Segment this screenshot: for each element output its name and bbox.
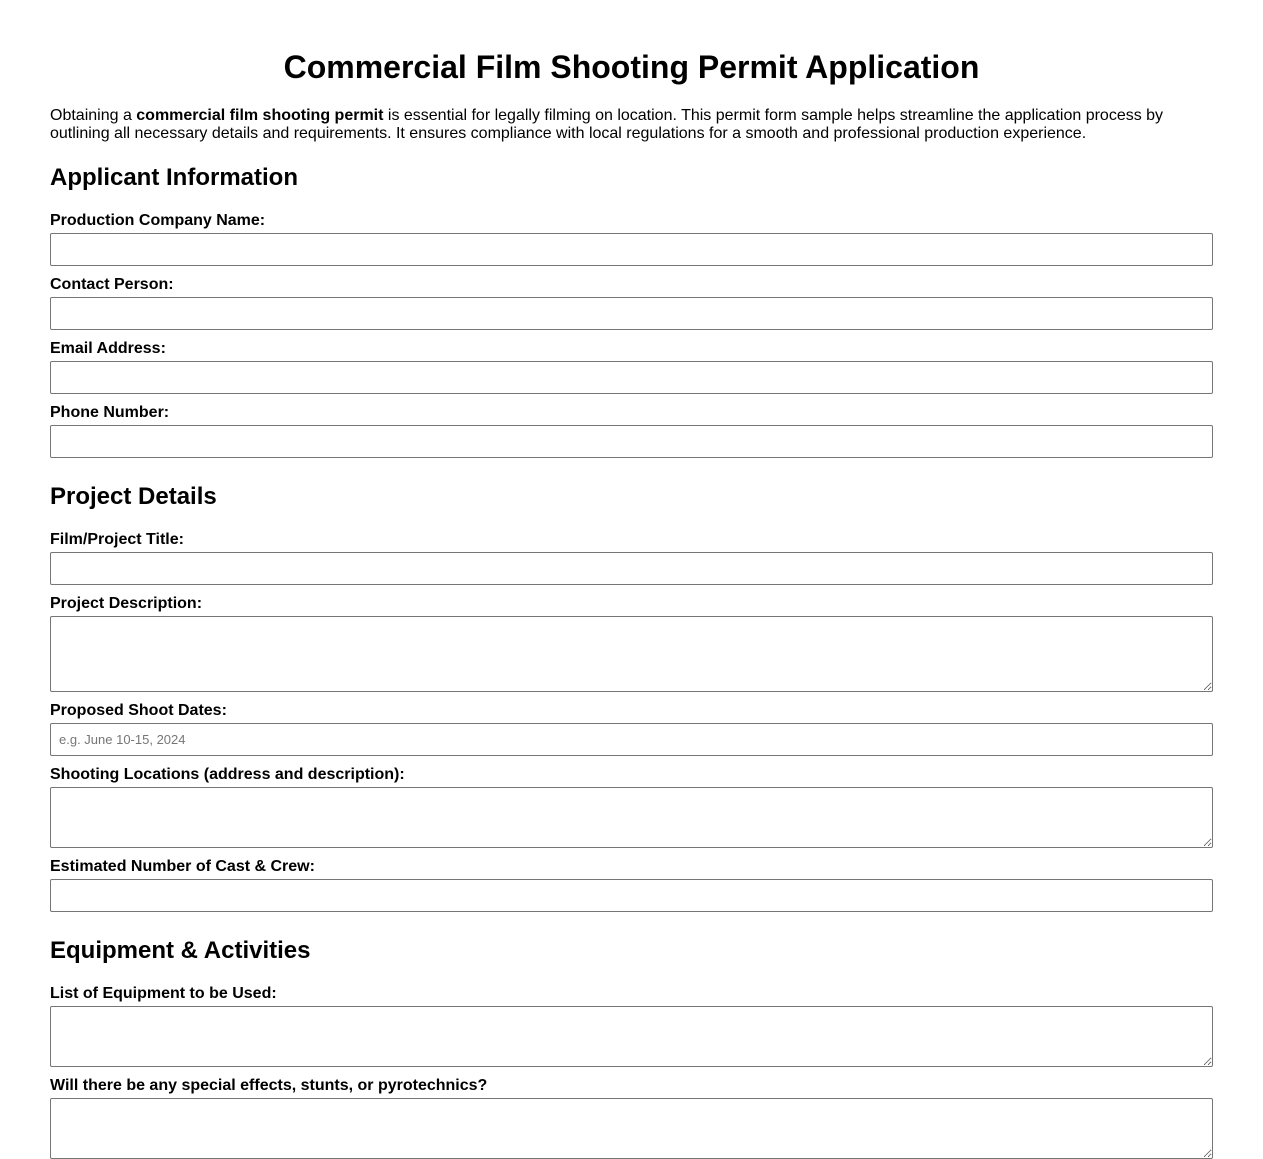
- email-input[interactable]: [50, 361, 1213, 394]
- company-name-input[interactable]: [50, 233, 1213, 266]
- cast-crew-input[interactable]: [50, 879, 1213, 912]
- company-name-label: Production Company Name:: [50, 212, 266, 229]
- email-label: Email Address:: [50, 340, 166, 357]
- special-effects-label: Will there be any special effects, stunts, or pyrotechnics?: [50, 1077, 488, 1094]
- project-title-input[interactable]: [50, 552, 1213, 585]
- shooting-locations-label: Shooting Locations (address and description):: [50, 766, 405, 783]
- page-title: Commercial Film Shooting Permit Application: [283, 49, 980, 85]
- project-description-textarea[interactable]: [50, 616, 1213, 692]
- intro-bold: commercial film shooting permit: [136, 107, 384, 124]
- section-heading-equipment: Equipment & Activities: [50, 937, 311, 964]
- intro-paragraph: [50, 107, 1213, 143]
- intro-suffix: is essential for legally filming on location. This permit form sample helps streamline the application process by outlining all necessary details and requirements. It ensures compliance with local regulations for a smooth and professional production experience.: [50, 107, 1164, 142]
- intro-prefix: Obtaining a: [50, 107, 137, 124]
- contact-person-label: Contact Person:: [50, 276, 174, 293]
- cast-crew-label: Estimated Number of Cast & Crew:: [50, 858, 315, 875]
- shooting-locations-textarea[interactable]: [50, 787, 1213, 848]
- phone-input[interactable]: [50, 425, 1213, 458]
- equipment-list-label: List of Equipment to be Used:: [50, 985, 277, 1002]
- shoot-dates-label: Proposed Shoot Dates:: [50, 702, 227, 719]
- special-effects-textarea[interactable]: [50, 1098, 1213, 1159]
- shoot-dates-input[interactable]: [50, 723, 1213, 756]
- equipment-list-textarea[interactable]: [50, 1006, 1213, 1067]
- project-description-label: Project Description:: [50, 595, 203, 612]
- contact-person-input[interactable]: [50, 297, 1213, 330]
- phone-label: Phone Number:: [50, 404, 170, 421]
- project-title-label: Film/Project Title:: [50, 531, 184, 548]
- section-heading-project: Project Details: [50, 483, 217, 510]
- section-heading-applicant: Applicant Information: [50, 164, 298, 191]
